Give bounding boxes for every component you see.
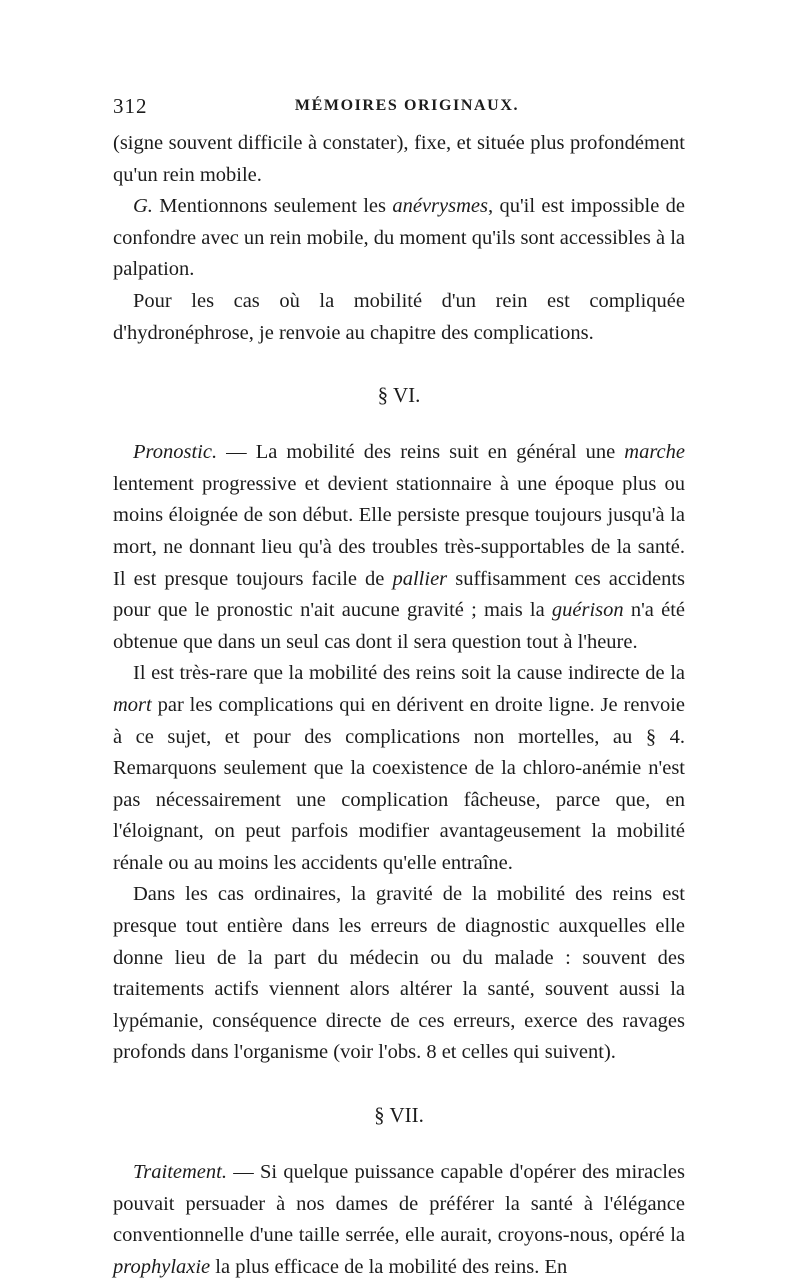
- paragraph-hydronephrose: Pour les cas où la mobilité d'un rein est compliquée d'hydronéphrose, je renvoie au chapitre des complications.: [113, 289, 685, 344]
- page-header: [113, 92, 685, 120]
- paragraph-mort: Il est très-rare que la mobilité des reins soit la cause indirecte de la mort par les complications qui en dérivent en droite ligne. Je renvoie à ce sujet, et pour des complications non mortelles, au § 4. Remarquons seulement que la coexistence de la chloro-anémie n'est pas nécessairement une complication fâcheuse, parce que, en l'éloignant, on peut parfois modifier avantageusement la mobilité rénale ou au moins les accidents qu'elle entraîne.: [113, 662, 685, 874]
- heading-pronostic: Pronostic.: [133, 441, 218, 464]
- paragraph-continuation: (signe souvent difficile à constater), fixe, et située plus profondément qu'un rein mobile.: [113, 132, 685, 186]
- paragraph-cas-ordinaires: Dans les cas ordinaires, la gravité de la mobilité des reins est presque tout entière dans les erreurs de diagnostic auxquelles elle donne lieu de la part du médecin ou du malade : souvent des traitements actifs viennent alors altérer la santé, souvent aussi la lypémanie, conséquence directe de ces erreurs, exerce des ravages profonds dans l'organisme (voir l'obs. 8 et celles qui suivent).: [113, 883, 685, 1064]
- section-heading-vii: § VII.: [374, 1103, 424, 1128]
- paragraph-pronostic: Pronostic. — La mobilité des reins suit en général une marche lentement progressive et devient stationnaire à une époque plus ou moins éloignée de son début. Elle persiste presque toujours jusqu'à la mort, ne donnant lieu qu'à des troubles très-supportables de la santé. Il est presque toujours facile de pallier suffisamment ces accidents pour que le pronostic n'ait aucune gravité ; mais la guérison n'a été obtenue que dans un seul cas dont il sera question tout à l'heure.: [113, 441, 685, 653]
- page-number: 312: [113, 94, 148, 118]
- section-heading-vi: § VI.: [377, 383, 421, 408]
- page-body: [113, 128, 685, 1283]
- item-label: G.: [133, 195, 153, 218]
- heading-traitement: Traitement.: [133, 1161, 227, 1184]
- term-anevrysmes: anévrysmes: [392, 195, 488, 218]
- paragraph-aneurysms: G. Mentionnons seulement les anévrysmes, qu'il est impossible de confondre avec un rein mobile, du moment qu'ils sont accessibles à la palpation.: [113, 195, 685, 281]
- running-title: MÉMOIRES ORIGINAUX.: [294, 97, 520, 114]
- paragraph-traitement: Traitement. — Si quelque puissance capable d'opérer des miracles pouvait persuader à nos dames de préférer la santé à l'élégance conventionnelle d'une taille serrée, elle aurait, croyons-nous, opéré la prophylaxie la plus efficace de la mobilité des reins. En: [113, 1161, 685, 1278]
